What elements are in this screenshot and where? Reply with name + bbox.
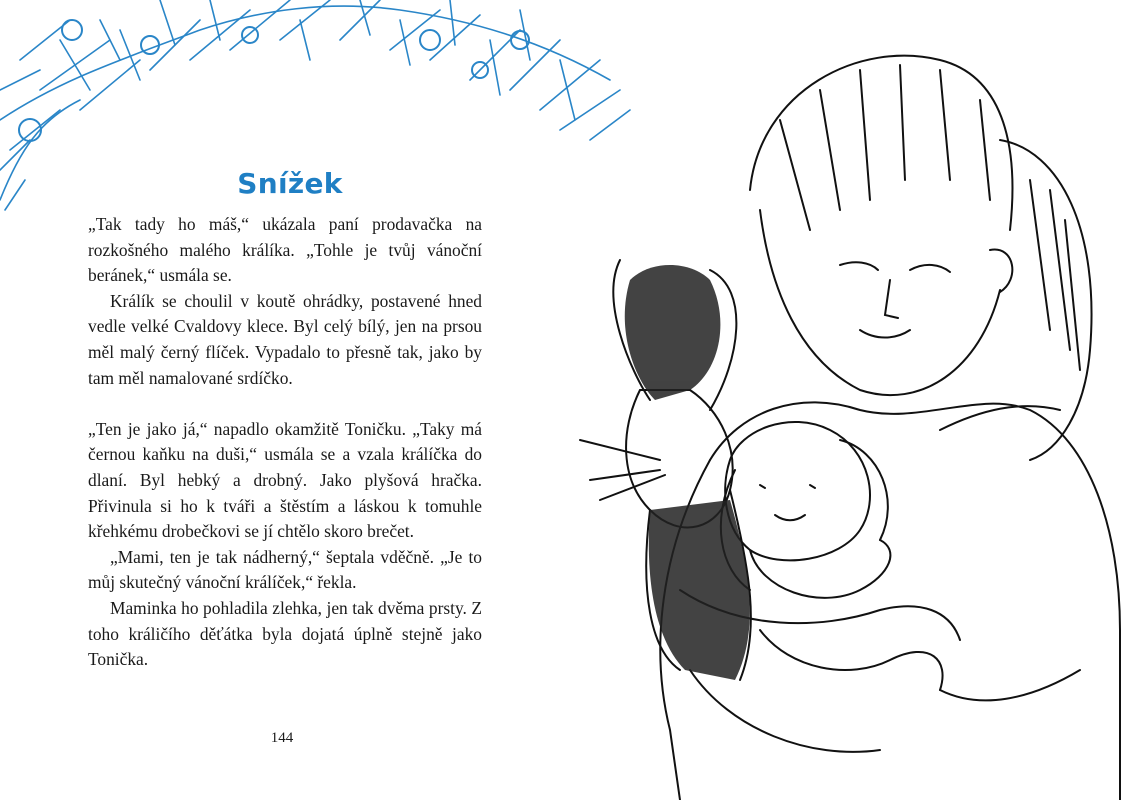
page-number: 144 (270, 730, 294, 746)
paragraph: „Mami, ten je tak nádherný,“ šeptala vděčně. „Je to můj skutečný vánoční králíček,“ řekla. (88, 546, 482, 593)
story-text (88, 212, 482, 673)
paragraph: „Tak tady ho máš,“ ukázala paní prodavačka na rozkošného malého králíka. „Tohle je tvůj vánoční beránek,“ usmála se. (88, 214, 482, 286)
chapter-title: Snížek (237, 166, 343, 200)
paragraph: „Ten je jako já,“ napadlo okamžitě Toničku. „Taky má černou kaňku na duši,“ usmála se a vzala králíčka do dlaní. Byl hebký a drobný. Jako plyšová hračka. Přivinula si ho k tváři a štěstím a láskou k tomuhle křehkému drobečkovi se jí chtělo skoro brečet. (88, 418, 482, 542)
paragraph: Králík se choulil v koutě ohrádky, postavené hned vedle velké Cvaldovy klece. Byl celý bílý, jen na prsou měl malý černý flíček. Vypadalo to přesně tak, jako by tam měl namalované srdíčko. (88, 290, 482, 388)
paragraph: Maminka ho pohladila zlehka, jen tak dvěma prsty. Z toho králičího děťátka byla dojatá úplně stejně jako Tonička. (88, 597, 482, 670)
girl-with-rabbits-illustration (560, 30, 1132, 800)
